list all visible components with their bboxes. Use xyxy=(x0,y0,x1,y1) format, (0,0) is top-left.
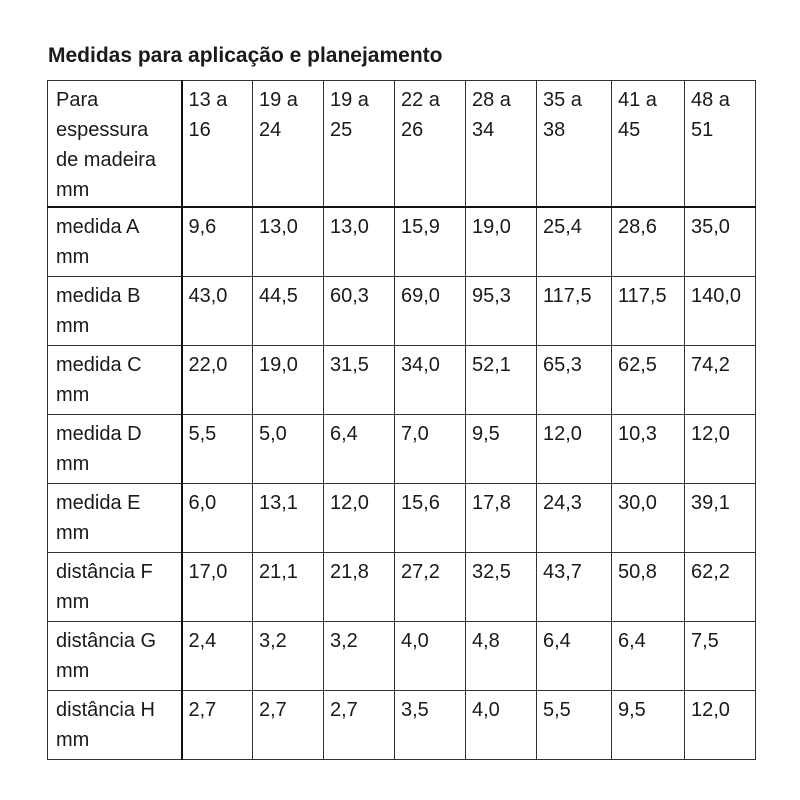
table-row xyxy=(48,553,756,622)
table-cell: 50,8 xyxy=(612,553,685,622)
table-cell: 15,6 xyxy=(395,484,466,553)
row-label: medida C xyxy=(56,354,142,376)
column-header xyxy=(612,81,685,208)
column-header-line: 51 xyxy=(691,119,714,141)
table-cell: 5,5 xyxy=(182,415,253,484)
column-header-line: 34 xyxy=(472,119,495,141)
column-header-line: 25 xyxy=(330,119,353,141)
row-label: distância H xyxy=(56,699,155,721)
table-cell: 21,8 xyxy=(324,553,395,622)
table-cell: 12,0 xyxy=(685,415,756,484)
column-header xyxy=(253,81,324,208)
column-header-line: 28 a xyxy=(472,89,511,111)
table-cell: 2,7 xyxy=(324,691,395,760)
row-label-cell xyxy=(48,277,182,346)
table-cell: 10,3 xyxy=(612,415,685,484)
table-cell: 117,5 xyxy=(612,277,685,346)
table-cell: 69,0 xyxy=(395,277,466,346)
row-label-cell xyxy=(48,553,182,622)
table-cell: 4,8 xyxy=(466,622,537,691)
row-label: medida A xyxy=(56,216,140,238)
column-header-line: 41 a xyxy=(618,89,657,111)
row-unit: mm xyxy=(56,453,90,475)
row-label-cell xyxy=(48,207,182,277)
table-cell: 3,5 xyxy=(395,691,466,760)
table-row xyxy=(48,277,756,346)
row-unit: mm xyxy=(56,246,90,268)
row-label: distância F xyxy=(56,561,153,583)
column-header xyxy=(537,81,612,208)
column-header-line: 48 a xyxy=(691,89,730,111)
table-cell: 6,4 xyxy=(612,622,685,691)
table-cell: 7,5 xyxy=(685,622,756,691)
table-cell: 6,4 xyxy=(537,622,612,691)
column-header xyxy=(466,81,537,208)
row-unit: mm xyxy=(56,729,90,751)
row-unit: mm xyxy=(56,315,90,337)
table-cell: 17,0 xyxy=(182,553,253,622)
table-cell: 13,1 xyxy=(253,484,324,553)
table-cell: 13,0 xyxy=(253,207,324,277)
table-cell: 27,2 xyxy=(395,553,466,622)
row-label: medida B xyxy=(56,285,141,307)
column-header xyxy=(324,81,395,208)
table-cell: 9,6 xyxy=(182,207,253,277)
row-unit: mm xyxy=(56,522,90,544)
table-cell: 19,0 xyxy=(253,346,324,415)
measurements-table xyxy=(47,80,756,760)
header-label-line: mm xyxy=(56,179,90,201)
header-row xyxy=(48,81,756,208)
row-unit: mm xyxy=(56,384,90,406)
table-cell: 60,3 xyxy=(324,277,395,346)
table-row xyxy=(48,484,756,553)
table-row xyxy=(48,622,756,691)
table-cell: 28,6 xyxy=(612,207,685,277)
table-row xyxy=(48,691,756,760)
table-cell: 19,0 xyxy=(466,207,537,277)
row-label-cell xyxy=(48,415,182,484)
column-header-line: 19 a xyxy=(330,89,369,111)
row-label: medida D xyxy=(56,423,142,445)
table-cell: 17,8 xyxy=(466,484,537,553)
table-cell: 15,9 xyxy=(395,207,466,277)
table-cell: 6,4 xyxy=(324,415,395,484)
table-cell: 2,4 xyxy=(182,622,253,691)
header-label-line: espessura xyxy=(56,119,149,141)
table-cell: 22,0 xyxy=(182,346,253,415)
table-cell: 13,0 xyxy=(324,207,395,277)
table-cell: 12,0 xyxy=(685,691,756,760)
row-label-cell xyxy=(48,346,182,415)
table-cell: 43,7 xyxy=(537,553,612,622)
header-label-cell xyxy=(48,81,182,208)
column-header-line: 22 a xyxy=(401,89,440,111)
table-cell: 24,3 xyxy=(537,484,612,553)
column-header-line: 26 xyxy=(401,119,424,141)
table-cell: 2,7 xyxy=(253,691,324,760)
table-cell: 62,2 xyxy=(685,553,756,622)
column-header-line: 19 a xyxy=(259,89,298,111)
table-cell: 34,0 xyxy=(395,346,466,415)
table-cell: 74,2 xyxy=(685,346,756,415)
table-cell: 21,1 xyxy=(253,553,324,622)
table-body xyxy=(48,81,756,760)
table-row xyxy=(48,207,756,277)
column-header-line: 38 xyxy=(543,119,566,141)
row-label-cell xyxy=(48,484,182,553)
row-unit: mm xyxy=(56,660,90,682)
table-cell: 7,0 xyxy=(395,415,466,484)
table-row xyxy=(48,346,756,415)
column-header-line: 45 xyxy=(618,119,641,141)
table-cell: 12,0 xyxy=(324,484,395,553)
table-cell: 52,1 xyxy=(466,346,537,415)
table-cell: 9,5 xyxy=(466,415,537,484)
table-cell: 62,5 xyxy=(612,346,685,415)
table-cell: 31,5 xyxy=(324,346,395,415)
table-cell: 44,5 xyxy=(253,277,324,346)
table-cell: 117,5 xyxy=(537,277,612,346)
table-cell: 12,0 xyxy=(537,415,612,484)
row-label: distância G xyxy=(56,630,157,652)
table-cell: 25,4 xyxy=(537,207,612,277)
row-label: medida E xyxy=(56,492,141,514)
header-label-line: de madeira xyxy=(56,149,157,171)
header-label-line: Para xyxy=(56,89,99,111)
column-header xyxy=(182,81,253,208)
table-cell: 3,2 xyxy=(324,622,395,691)
table-cell: 65,3 xyxy=(537,346,612,415)
column-header xyxy=(685,81,756,208)
row-label-cell xyxy=(48,691,182,760)
table-cell: 2,7 xyxy=(182,691,253,760)
column-header xyxy=(395,81,466,208)
table-cell: 95,3 xyxy=(466,277,537,346)
table-cell: 3,2 xyxy=(253,622,324,691)
table-cell: 30,0 xyxy=(612,484,685,553)
column-header-line: 13 a xyxy=(188,89,228,111)
table-cell: 5,0 xyxy=(253,415,324,484)
column-header-line: 35 a xyxy=(543,89,582,111)
column-header-line: 16 xyxy=(188,119,211,141)
page-title: Medidas para aplicação e planejamento xyxy=(48,44,443,67)
table-cell: 9,5 xyxy=(612,691,685,760)
row-label-cell xyxy=(48,622,182,691)
row-unit: mm xyxy=(56,591,90,613)
table-cell: 140,0 xyxy=(685,277,756,346)
table-cell: 4,0 xyxy=(466,691,537,760)
table-row xyxy=(48,415,756,484)
table-cell: 35,0 xyxy=(685,207,756,277)
table-cell: 4,0 xyxy=(395,622,466,691)
table-cell: 43,0 xyxy=(182,277,253,346)
table-cell: 32,5 xyxy=(466,553,537,622)
table-cell: 5,5 xyxy=(537,691,612,760)
table-cell: 6,0 xyxy=(182,484,253,553)
table-cell: 39,1 xyxy=(685,484,756,553)
column-header-line: 24 xyxy=(259,119,282,141)
